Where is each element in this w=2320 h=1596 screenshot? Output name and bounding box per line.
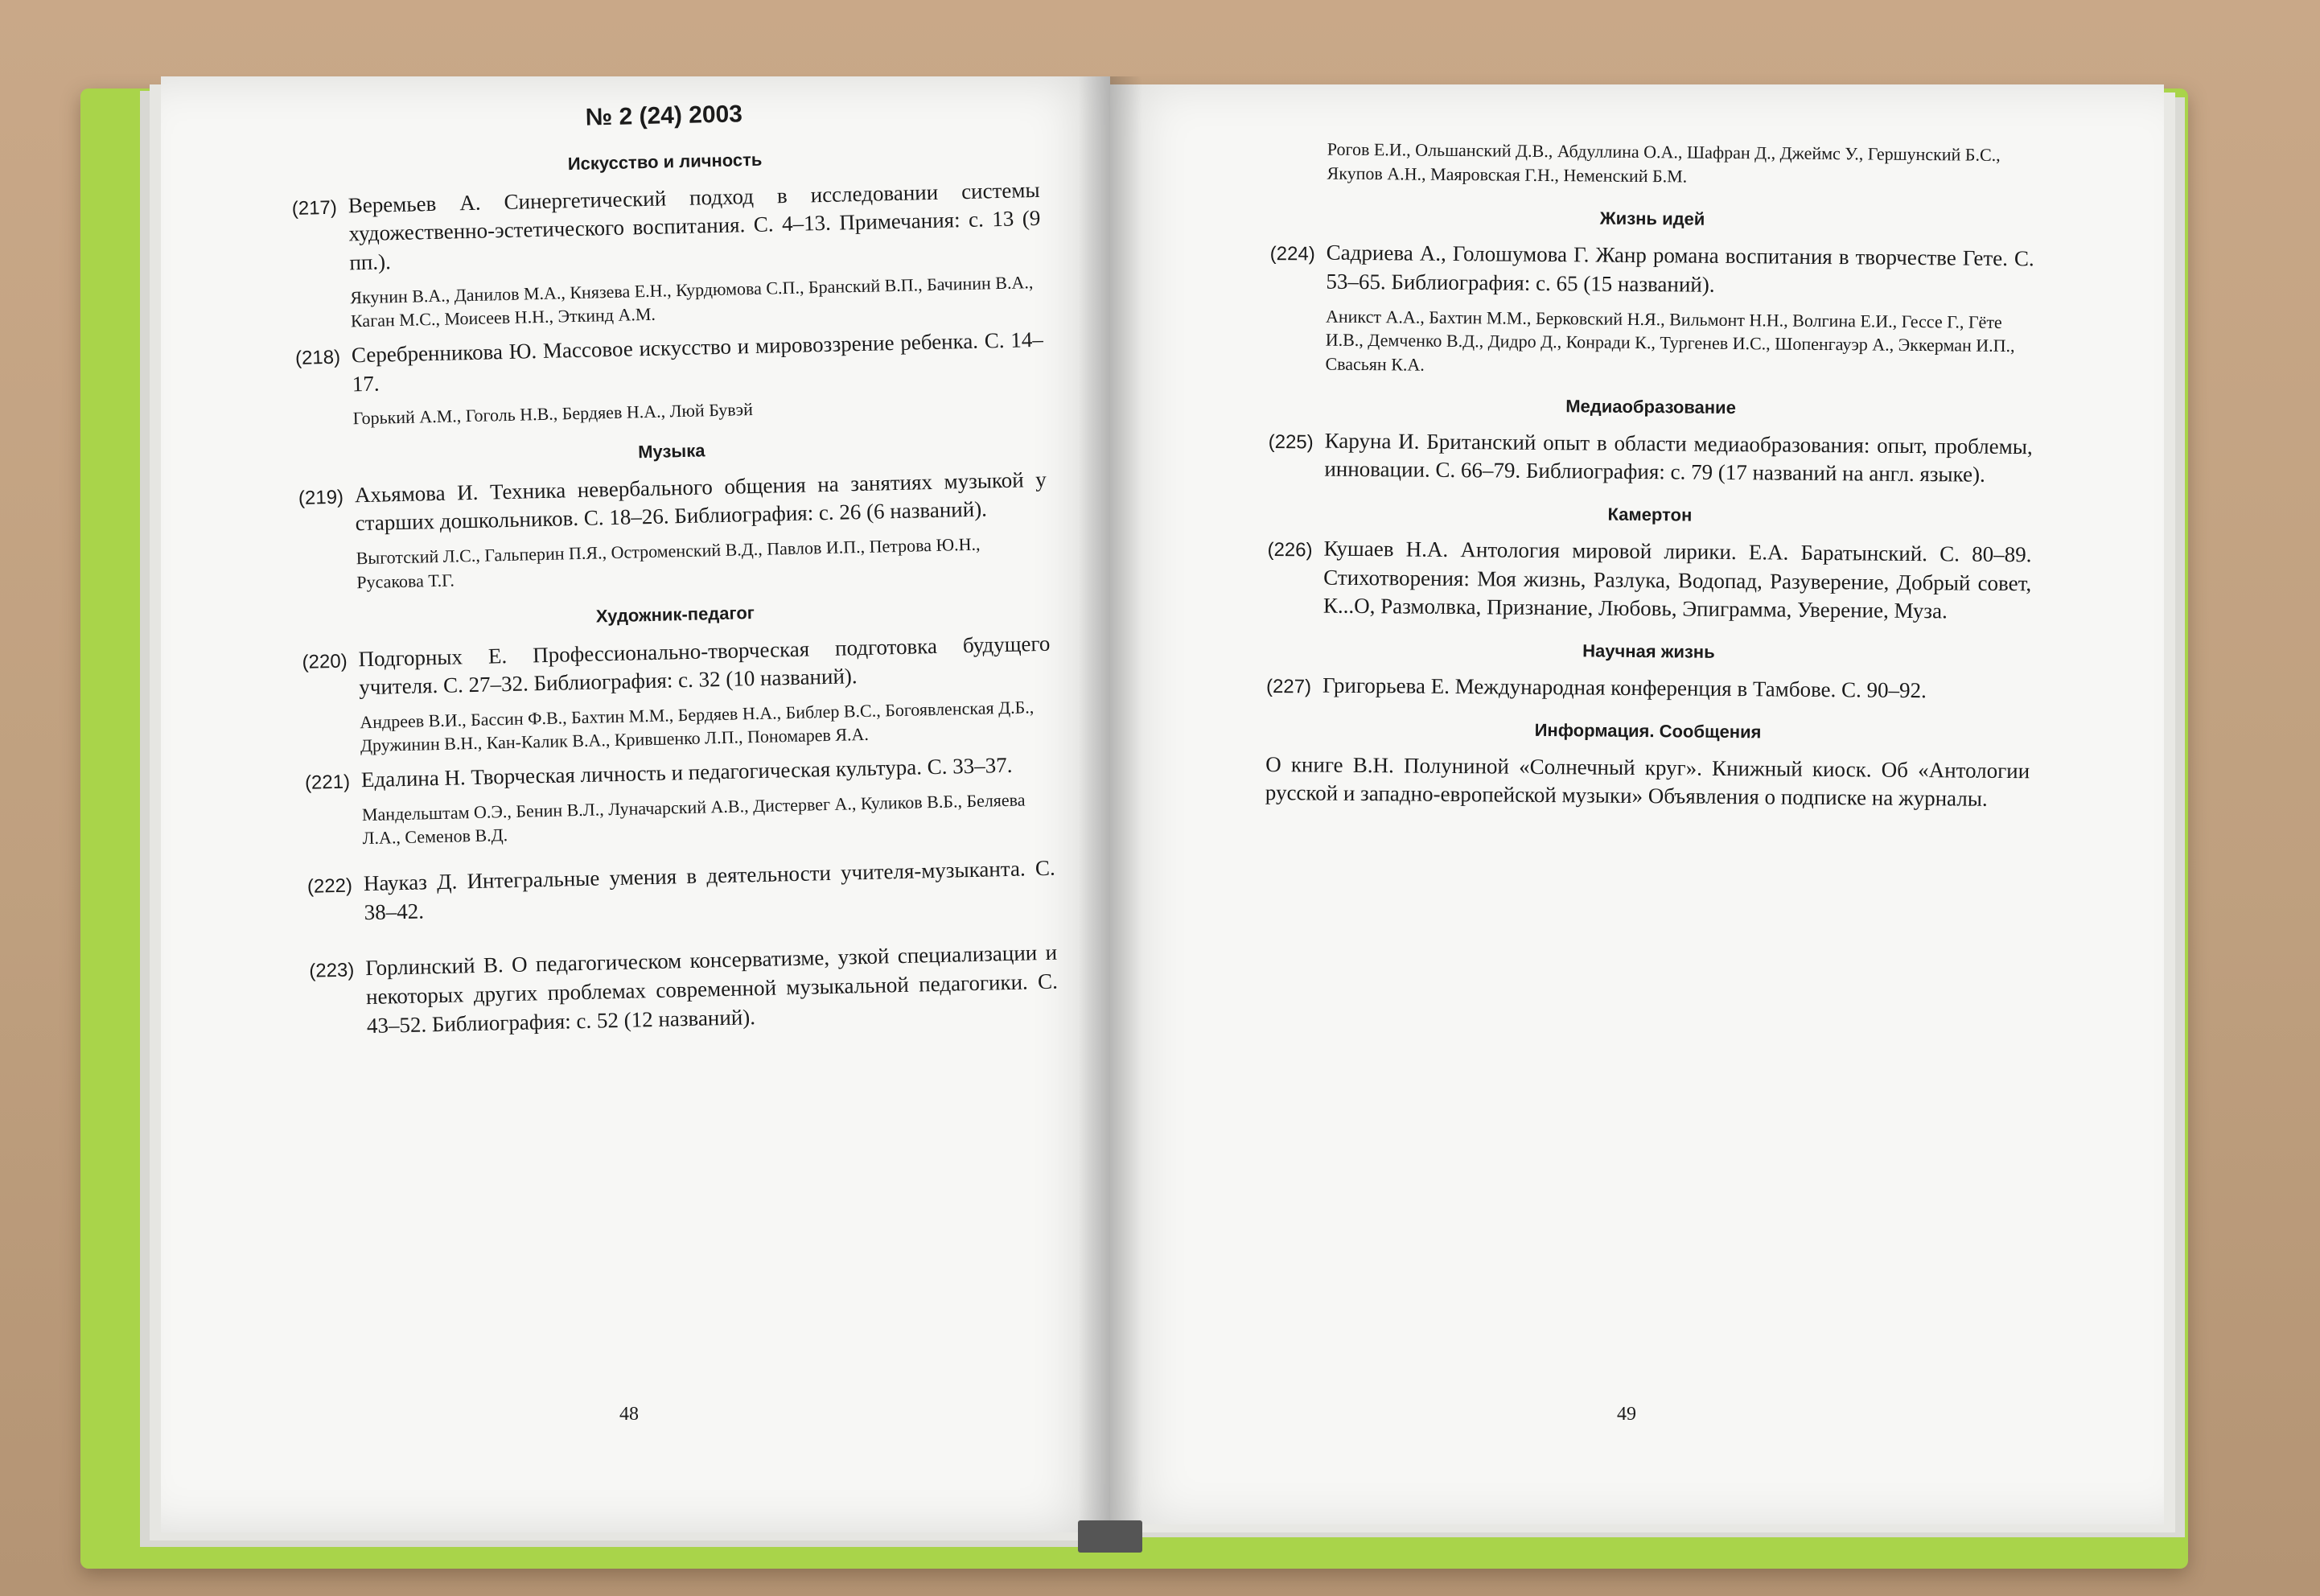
left-page: [161, 76, 1110, 1532]
bibliography-entry: [298, 466, 1049, 596]
entry-text: Едалина Н. Творческая личность и педагогическая культура. С. 33–37.: [360, 752, 1013, 792]
left-page-content: [290, 92, 1059, 1050]
bibliography-entry: [309, 939, 1059, 1042]
entry-number: (226): [1267, 539, 1313, 561]
entry-names: Выготский Л.С., Гальперин П.Я., Остроменский В.Д., Павлов И.П., Петрова Ю.Н., Русакова Т.Г.: [356, 533, 981, 593]
entry-text: Григорьева Е. Международная конференция в Тамбове. С. 90–92.: [1322, 673, 1927, 703]
bibliography-entry: [305, 751, 1055, 852]
bibliography-entry: [302, 629, 1052, 759]
section-heading: Жизнь идей: [1599, 208, 1705, 230]
entry-number: (217): [291, 196, 338, 220]
info-text: О книге В.Н. Полуниной «Солнечный круг». Книжный киоск. Об «Антологии русской и западно-европейской музыки» Объявления о подписке на журналы.: [1265, 751, 2030, 812]
entry-text: Горлинский В. О педагогическом консерватизме, узкой специализации и некоторых других проблемах современной музыкальной педагогики. С. 43–52. Библиография: с. 52 (12 названий).: [364, 940, 1059, 1038]
page-number: 49: [1617, 1404, 1636, 1425]
entry-text: Ахьямова И. Техника невербального общения на занятиях музыкой у старших дошкольников. С. 18–26. Библиография: с. 26 (6 названий).: [354, 467, 1047, 536]
section-heading: Информация. Сообщения: [1534, 719, 1762, 742]
entry-text: Веремьев А. Синергетический подход в исследовании системы художественно-эстетического воспитания. С. 4–13. Примечания: с. 13 (9 пп.).: [348, 177, 1041, 275]
entry-text: Каруна И. Британский опыт в области медиаобразования: опыт, проблемы, инновации. С. 66–79. Библиография: с. 79 (17 названий на англ. языке).: [1324, 428, 2033, 487]
entry-text: Подгорных Е. Профессионально-творческая подготовка будущего учителя. С. 27–32. Библиография: с. 32 (10 названий).: [358, 631, 1051, 700]
continued-names: Рогов Е.И., Ольшанский Д.В., Абдуллина О.А., Шафран Д., Джеймс У., Гершунский Б.С., Якупов А.Н., Маяровская Г.Н., Неменский Б.М.: [1327, 138, 2001, 187]
entry-names: Горький А.М., Гоголь Н.В., Бердяев Н.А., Люй Бувэй: [352, 399, 754, 429]
entry-number: (218): [294, 346, 341, 369]
entry-number: (221): [304, 771, 351, 794]
entry-text: Кушаев Н.А. Антология мировой лирики. Е.А. Баратынский. С. 80–89. Стихотворения: Моя жизнь, Разлука, Водопад, Разуверение, Добрый совет, К...О, Размолвка, Признание, Любовь, Эпиграмма, Уверение, Муза.: [1322, 536, 2032, 623]
entry-names: Аникст А.А., Бахтин М.М., Берковский Н.Я., Вильмонт Н.Н., Волгина Е.И., Гессе Г., Гёте И.В., Демченко В.Д., Дидро Д., Конради К., Тургенев И.С., Шопенгауэр А., Эккерман И.П., Свасьян К.А.: [1325, 306, 2015, 375]
entry-number: (225): [1268, 430, 1314, 454]
spine-bookmark: [1078, 1520, 1142, 1553]
bibliography-entry: [1269, 238, 2034, 382]
entry-names: Андреев В.И., Бассин Ф.В., Бахтин М.М., Бердяев Н.А., Библер В.С., Богоявленская Д.Б., Дружинин В.Н., Кан-Калик В.А., Крившенко Л.П., Пономарев Я.А.: [360, 696, 1035, 756]
bibliography-entry: [291, 175, 1043, 334]
entry-text: Садриева А., Голошумова Г. Жанр романа воспитания в творчестве Гете. С. 53–65. Библиография: с. 65 (15 названий).: [1326, 241, 2034, 297]
entry-names: Якунин В.А., Данилов М.А., Князева Е.Н., Курдюмова С.П., Бранский В.П., Бачинин В.А., Каган М.С., Моисеев Н.Н., Эткинд А.М.: [350, 271, 1034, 331]
section-heading: Искусство и личность: [567, 149, 763, 174]
issue-title: № 2 (24) 2003: [585, 101, 743, 131]
bibliography-entry: [1268, 426, 2033, 491]
entry-names: Мандельштам О.Э., Бенин В.Л., Луначарский А.В., Дистервег А., Куликов В.Б., Беляева Л.А., Семенов В.Д.: [361, 789, 1026, 849]
section-heading: Научная жизнь: [1582, 640, 1715, 662]
entry-text: Науказ Д. Интегральные умения в деятельности учителя-музыканта. С. 38–42.: [363, 855, 1055, 924]
bibliography-entry: [1266, 671, 2030, 706]
entry-number: (219): [298, 486, 344, 509]
section-heading: Медиаобразование: [1565, 395, 1736, 418]
entry-number: (222): [306, 874, 353, 898]
entry-text: Серебренникова Ю. Массовое искусство и мировоззрение ребенка. С. 14–17.: [351, 327, 1044, 396]
bibliography-entry: [295, 326, 1045, 432]
bibliography-entry: [1267, 534, 2032, 627]
page-number: 48: [619, 1404, 639, 1425]
section-heading: Художник-педагог: [595, 603, 755, 627]
bibliography-entry: [307, 854, 1056, 928]
entry-number: (227): [1265, 675, 1312, 698]
entry-number: (224): [1269, 243, 1315, 265]
entry-number: (220): [302, 650, 348, 673]
right-page-content: [1265, 137, 2035, 814]
section-heading: Камертон: [1607, 504, 1693, 525]
section-heading: Музыка: [637, 440, 705, 463]
right-page: [1110, 84, 2164, 1524]
entry-number: (223): [309, 959, 355, 983]
